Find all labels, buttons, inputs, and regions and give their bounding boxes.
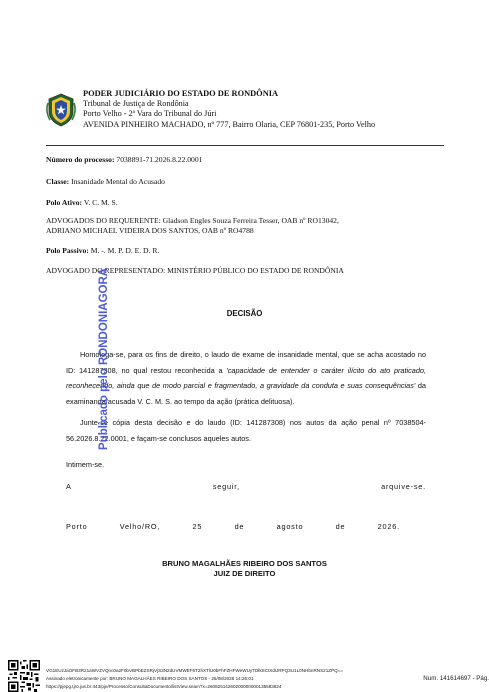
footer-url[interactable]: https://pjepg.tjro.jus.br:443/pje/Processo/ConsultaDocumento/listView.seam?x=26082514260200000000135583824 [46, 684, 282, 689]
advogados-requerente-line2: ADRIANO MICHAEL VIDEIRA DOS SANTOS, OAB nº RO4788 [46, 225, 254, 235]
paragraph-homologacao-text-b: da examinanda/acusada V. C. M. S. ao tempo da ação (prática delituosa). [66, 381, 426, 406]
processo-value: 7038891-71.2026.8.22.0001 [116, 155, 203, 164]
advogado-representado: ADVOGADO DO REPRESENTADO: MINISTÉRIO PÚBLICO DO ESTADO DE RONDÔNIA [46, 266, 344, 275]
advogados-requerente [46, 216, 339, 235]
header-divider [46, 145, 444, 146]
judge-name: BRUNO MAGALHÃES RIBEIRO DOS SANTOS [162, 559, 327, 568]
paragraph-intimem-se: Intimem-se. [66, 460, 105, 469]
polo-passivo-line [46, 246, 159, 256]
polo-passivo-label: Polo Passivo: [46, 246, 89, 255]
polo-ativo-value: V. C. M. S. [83, 198, 118, 207]
vara-name: Porto Velho - 2ª Vara do Tribunal do Júri [83, 109, 217, 119]
date-word: agosto [276, 522, 304, 531]
classe-label: Classe: [46, 177, 70, 186]
polo-ativo-label: Polo Ativo: [46, 198, 83, 207]
paragraph-homologacao [66, 347, 426, 409]
tribunal-name: Tribunal de Justiça de Rondônia [83, 99, 189, 109]
court-address: AVENIDA PINHEIRO MACHADO, nº 777, Bairro Olaria, CEP 76801-235, Porto Velho [83, 119, 376, 129]
footer-hash: VG1EUzJaOFB3R21aWVZVQnc0a2F0bVBPbEZSRjVjS3N2dUVMWEF6T2hXTlU0bFhFZHFWeWUyTDlkSCtXdURPQ3U1L0NHbnRNS21ZPQ== [46, 668, 344, 673]
judge-role: JUIZ DE DIREITO [213, 569, 276, 578]
paragraph-homologacao-text-a: Homologa-se, para os fins de direito, o laudo de exame de insanidade mental, que se acha acostado no ID: 141287308, no qual restou reconhecida a [66, 350, 426, 375]
qr-code-icon[interactable] [8, 660, 40, 692]
date-word: 2026. [377, 522, 400, 531]
watermark-text: Publicado pelo RONDONIAGORA [98, 267, 110, 450]
seguir-arquive-line [66, 482, 426, 491]
classe-line [46, 177, 165, 187]
paragraph-junte-se: Junte-se cópia desta decisão e do laudo (ID: 141287308) nos autos da ação penal nº 7038504-56.2026.8.22.0001, e façam-se conclusos aqueles autos. [66, 418, 426, 443]
date-word: Porto [66, 522, 88, 531]
polo-ativo-line [46, 198, 118, 208]
date-word: de [234, 522, 245, 531]
seguir-word: A [66, 482, 72, 491]
footer-signed: Assinado eletronicamente por: BRUNO MAGALHÃES RIBEIRO DOS SANTOS - 25/08/2026 14:26:01 [46, 676, 254, 681]
advogados-requerente-line1: ADVOGADOS DO REQUERENTE: Gladson Engles Souza Ferreira Tesser, OAB nº RO13042, [46, 216, 339, 225]
paragraph-homologacao-quote: 'capacidade de entender o caráter ilícito do ato praticado, reconhecendo, ainda que de modo parcial e fragmentado, a gravidade da conduta e suas consequências' [66, 365, 426, 390]
processo-label: Número do processo: [46, 155, 115, 164]
seguir-word: arquive-se. [381, 482, 426, 491]
header-block [83, 89, 375, 130]
polo-passivo-value: M. -. M. P. D. E. D. R. [90, 246, 160, 255]
processo-line [46, 155, 202, 165]
page-number: Num. 141614697 - Pág. [423, 675, 489, 682]
date-word: Velho/RO, [119, 522, 161, 531]
decision-title: DECISÃO [226, 309, 263, 318]
seguir-word: seguir, [212, 482, 240, 491]
classe-value: Insanidade Mental do Acusado [71, 177, 165, 186]
state-crest-icon [46, 93, 76, 127]
date-word: 25 [192, 522, 203, 531]
date-word: de [335, 522, 346, 531]
date-line [66, 522, 400, 531]
court-name: PODER JUDICIÁRIO DO ESTADO DE RONDÔNIA [83, 89, 279, 98]
